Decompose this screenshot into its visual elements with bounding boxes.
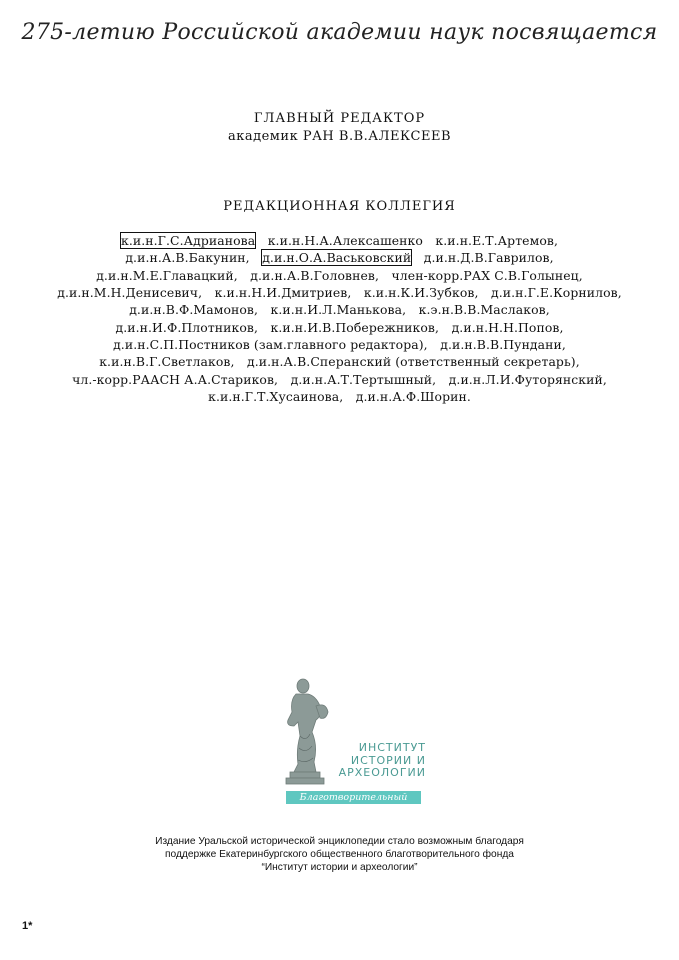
board-member: д.и.н.А.В.Сперанский (ответственный секретарь), (247, 354, 580, 370)
dedication: 275-летию Российской академии наук посвящается (21, 20, 658, 45)
board-member: к.и.н.И.Л.Манькова, (270, 302, 407, 318)
board-line (30, 336, 649, 353)
board-member: д.и.н.С.П.Постников (зам.главного редактора), (113, 337, 428, 353)
board-member: д.и.н.А.Ф.Шорин. (355, 389, 471, 405)
funding-note (0, 835, 679, 874)
board-member: д.и.н.О.А.Васьковский (262, 250, 412, 266)
statue-icon (276, 676, 336, 786)
institute-logo (276, 676, 426, 816)
board-member: к.э.н.В.В.Маслаков, (418, 302, 550, 318)
board-member: к.и.н.В.Г.Светлаков, (99, 354, 235, 370)
board-member: к.и.н.Г.С.Адрианова (120, 233, 256, 248)
logo-line-2: ИСТОРИИ И (350, 753, 426, 767)
board-member: к.и.н.Н.И.Дмитриев, (214, 285, 352, 301)
board-line (30, 284, 649, 301)
page-mark: 1* (22, 920, 33, 932)
board-line (30, 301, 649, 318)
board-member: к.и.н.К.И.Зубков, (363, 285, 479, 301)
board-member: д.и.н.Н.Н.Попов, (451, 319, 564, 335)
board-line (30, 388, 649, 405)
board-member: д.и.н.А.В.Головнев, (250, 267, 379, 283)
board-member: к.и.н.Н.А.Алексашенко (267, 233, 423, 248)
board-member: д.и.н.В.Ф.Мамонов, (129, 302, 259, 318)
board-line (30, 267, 649, 284)
funding-note-line-1: Издание Уральской исторической энциклопедии стало возможным благодаря (155, 836, 524, 847)
board-member: к.и.н.Е.Т.Артемов, (435, 233, 559, 248)
logo-line-1: ИНСТИТУТ (358, 741, 426, 754)
board-line (30, 249, 649, 266)
funding-note-line-2: поддержке Екатеринбургского общественного благотворительного фонда (165, 849, 514, 860)
logo-line-3: АРХЕОЛОГИИ (338, 766, 426, 779)
board-member: член-корр.РАХ С.В.Голынец, (391, 267, 583, 283)
board-line (30, 371, 649, 388)
board-member: к.и.н.Г.Т.Хусаинова, (208, 389, 344, 405)
board-line (30, 353, 649, 370)
board-member: д.и.н.Л.И.Футорянский, (448, 371, 607, 387)
editorial-board-list (30, 232, 649, 405)
board-line (30, 319, 649, 336)
board-line (30, 232, 649, 249)
board-member: к.и.н.И.В.Побережников, (270, 319, 440, 335)
board-member: чл.-корр.РААСН А.А.Стариков, (72, 371, 279, 387)
funding-note-line-3: “Институт истории и археологии” (261, 862, 418, 873)
board-member: д.и.н.М.Н.Денисевич, (57, 285, 203, 301)
board-member: д.и.н.А.Т.Тертышный, (290, 371, 437, 387)
chief-editor-name: академик РАН В.В.АЛЕКСЕЕВ (227, 129, 451, 144)
logo-band: Благотворительный фонд (286, 791, 421, 804)
board-member: д.и.н.И.Ф.Плотников, (115, 319, 259, 335)
board-member: д.и.н.Д.В.Гаврилов, (423, 250, 554, 266)
board-member: д.и.н.В.В.Пундани, (440, 337, 566, 353)
board-member: д.и.н.Г.Е.Корнилов, (491, 285, 622, 301)
editorial-board-title: РЕДАКЦИОННАЯ КОЛЛЕГИЯ (223, 199, 456, 214)
chief-editor-title: ГЛАВНЫЙ РЕДАКТОР (253, 111, 426, 126)
board-member: д.и.н.М.Е.Главацкий, (96, 267, 238, 283)
board-member: д.и.н.А.В.Бакунин, (125, 250, 250, 266)
